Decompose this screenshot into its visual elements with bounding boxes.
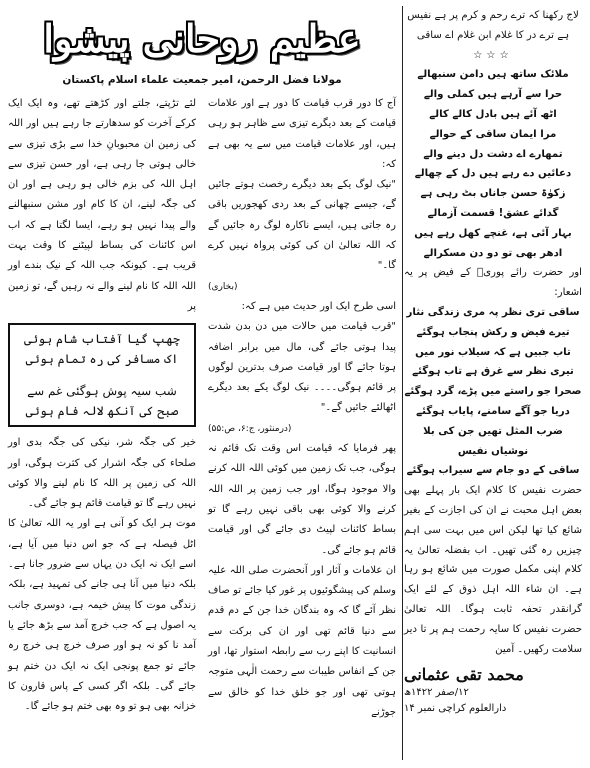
verse-line: تاب جبیں ہے کہ سیلاب نور میں xyxy=(415,346,571,358)
verse-line: دعائیں دے رہے ہیں دل کے چھالے xyxy=(414,168,572,180)
verse-line: تیری نظر سے غرق ہے تاب ہوگئے xyxy=(412,366,574,378)
intro-verse: لاج رکھنا کہ ترے رحم و کرم پر ہے نفیس ہے ترے در کا غلام ابن غلام اے ساقی xyxy=(407,10,579,41)
paragraph: آج کا دور قرب قیامت کا دور ہے اور علامات قیامت کے بعد دیگرے تیزی سے ظاہر ہو رہی ہیں، اور علامات قیامت میں سے یہ بھی ہے کہ: xyxy=(208,98,396,170)
hadith-quote: "قرب قیامت میں حالات میں دن بدن شدت پیدا ہوتی جائے گی، مال میں برابر اضافہ ہوتا جائے گا اور قیامت صرف بدترین لوگوں پر قائم ہوگی۔۔۔۔ نیک لوگ یکے بعد دیگرے اٹھالئے جائیں گے۔" xyxy=(208,321,396,414)
verse-line: بہار آئی ہے، غنچے کھل رہے ہیں xyxy=(414,227,572,239)
verse-line: تمھارے اے دشت دل دینے والے xyxy=(423,148,563,160)
date-line: ۱۲/صفر ۱۴۲۲ھ xyxy=(404,687,469,699)
right-column xyxy=(404,6,582,760)
main-article xyxy=(8,6,396,760)
verse-line: حرا سے آرہے ہیں کملی والے xyxy=(423,89,563,101)
verse-line: صحرا جو راستے میں پڑے، گرد ہوگئے xyxy=(404,386,582,398)
closing-paragraph: حضرت نفیس کا کلام ایک بار پہلے بھی بعض اہل محبت نے ان کی اجازت کے بغیر شائع کیا تھا لیکن اس میں بہت سی اہم چیزیں رہ گئی تھیں۔ اب بفضلہ تعالیٰ یہ کلام اپنی مکمل صورت میں شائع ہو رہا ہے۔ ان شاء اللہ اہل ذوق کے لئے ایک گرانقدر تحفہ ثابت ہوگا۔ اللہ تعالیٰ حضرت نفیس کا سایہ رحمت ہم پر تا دیر سلامت رکھیں۔ آمین xyxy=(404,485,582,655)
verse-line: ادھر بھی تو دو دن مسکرالے xyxy=(423,247,563,259)
verse-line: گدائے عشق! قسمت آزمالے xyxy=(427,207,559,219)
paragraph: موت ہر ایک کو آنی ہے اور یہ اللہ تعالیٰ کا اٹل فیصلہ ہے کہ جو اس دنیا میں آیا ہے، اسے ایک نہ ایک دن یہاں سے ضرور جانا ہے۔ بلکہ دنیا میں آنا ہی جانے کی تمہید ہے، بلکہ زندگی موت کا پیش خیمہ ہے، دوسری جانب یہ اصول ہے کہ جب خرچ آمد سے بڑھ جائے یا آمد نا کو نہ ہو اور صرف خرچ ہی خرچ رہ جائے تو جمع پونجی ایک نہ ایک دن ختم ہو جائے گی۔ بلکہ اگر کسی کے پاس قارون کا خزانہ بھی ہو تو وہ بھی ختم ہو جائے گا۔ xyxy=(8,518,196,713)
signature: محمد تقی عثمانی xyxy=(404,665,524,685)
place-line: دارالعلوم کراچی نمبر ۱۴ xyxy=(404,703,507,715)
poem-spacer xyxy=(16,369,188,381)
paragraph: خیر کی جگہ شر، نیکی کی جگہ بدی اور صلحاء کی جگہ اشرار کی کثرت ہوگی، اور اللہ کی زمین پر اللہ کا نام لینے والا کوئی نہیں رہے گا تو قیامت قائم ہو جائے گی۔ xyxy=(8,437,196,510)
paragraph: ان علامات و آثار اور آنحضرت صلی اللہ علیہ وسلم کی پیشگوئیوں پر غور کیا جائے تو صاف نظر آئے گا کہ وہ بندگان خدا جن کے دم قدم سے دنیا قائم تھی اور ان کی برکت سے انسانیت کا اپنے رب سے رابطہ استوار تھا، اور جن کے انفاس طیبات سے رحمت الٰہی متوجہ ہوتی تھی اور جو خلق خدا کو خالق سے جوڑنے xyxy=(208,564,396,718)
stars-separator: ☆☆☆ xyxy=(473,49,513,61)
intro-line: اور حضرت رائے پوریؒ کے فیض پر یہ اشعار: xyxy=(404,267,582,299)
verse-block-2 xyxy=(404,303,582,481)
article-columns xyxy=(8,94,396,723)
paragraph: پھر فرمایا کہ قیامت اس وقت تک قائم نہ ہوگی، جب تک زمین میں کوئی اللہ اللہ کرنے والا موجود ہوگا، اور جب زمین پر اللہ اللہ کرنے والا کوئی بھی باقی نہیں رہے گا تو بساط کائنات لپیٹ دی جائے گی اور قیامت قائم ہو جائے گی۔ xyxy=(208,443,396,556)
page-title: عظیم روحانی پیشوا xyxy=(43,15,361,61)
column-divider xyxy=(402,6,403,760)
paragraph: لئے تڑپتے، جلتے اور کڑھتے تھے، وہ ایک ایک کرکے آخرت کو سدھارتے جا رہے ہیں اور اللہ کی زمین ان محبوبانِ خدا سے بڑی تیزی سے خالی ہوتی جا رہی ہے، اور حسن تیزی سے اہل اللہ کی بزم خالی ہو رہی ہے اور ان کی جگہ لینے، ان کا کام اور مشن سنبھالنے والے پیدا نہیں ہو رہے، ایسا لگتا ہے کہ اب اس کائنات کی بساط لپیٹنے کا وقت بہت قریب ہے۔ کیونکہ جب اللہ کے نیک بندے اور اللہ اللہ کا نام لینے والے نہ رہیں گے، تو زمین پر xyxy=(8,98,196,312)
article-column-1 xyxy=(208,94,396,723)
poem-line: صبح کی آنکھ لالہ فام ہوئی xyxy=(25,404,179,419)
verse-line: ساقی تری نظر پہ مری زندگی نثار xyxy=(406,306,580,318)
verse-line: دریا جو آگے سامنے، پایاب ہوگئے xyxy=(416,405,570,417)
reference: (درمنثور، ج:۶، ص:۵۵) xyxy=(208,423,292,434)
verse-line: زکوٰۃ حسن جاناں بٹ رہی ہے xyxy=(420,188,566,200)
poem-line: چھپ گیا آفتاب شام ہوئی xyxy=(24,332,180,347)
verse-line: تیرے فیض و رکش پنجاب ہوگئے xyxy=(416,326,570,338)
verse-line: ملائک ساتھ ہیں دامن سنبھالے xyxy=(417,69,569,81)
poem-line: اک مسافر کی رہ تمام ہوئی xyxy=(25,352,179,367)
paragraph: اسی طرح ایک اور حدیث میں ہے کہ: xyxy=(241,300,396,312)
poem-box xyxy=(8,323,196,427)
verse-line: ضرب المثل تھیں جن کی بلا نوشیاں نفیس xyxy=(423,425,563,457)
article-column-2 xyxy=(8,94,196,723)
poem-line: شب سیہ پوش ہوگئی غم سے xyxy=(27,384,177,399)
hadith-quote: "نیک لوگ یکے بعد دیگرے رخصت ہوتے جائیں گے، جیسے چھانی کے بعد ردی کھجوریں باقی رہ جاتی ہیں، ایسے ناکارہ لوگ رہ جائیں گے کہ اللہ تعالیٰ ان کی کوئی پرواہ نہیں کرے گا۔" xyxy=(208,179,396,272)
byline: مولانا فضل الرحمن، امیر جمعیت علماء اسلام پاکستان xyxy=(62,74,342,86)
verse-line: مرا ایمان ساقی کے حوالے xyxy=(429,128,557,140)
verse-line: اٹھ آئے ہیں بادل کالے کالے xyxy=(429,108,557,120)
verse-block-1 xyxy=(404,65,582,263)
verse-line: ساقی کے دو جام سے سیراب ہوگئے xyxy=(406,465,580,477)
reference: (بخاری) xyxy=(208,281,238,292)
